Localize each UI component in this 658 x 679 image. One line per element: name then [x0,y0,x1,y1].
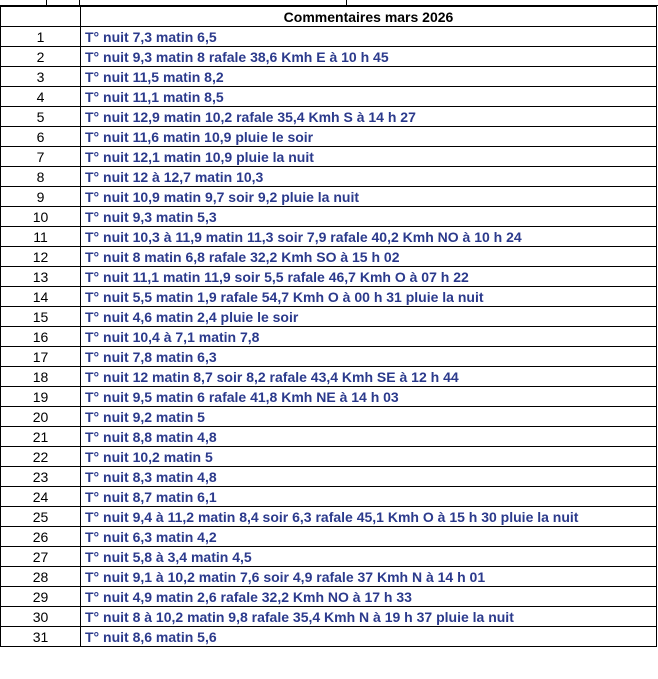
table-row [1,127,657,147]
day-number-cell[interactable]: 12 [1,247,81,267]
table-row [1,67,657,87]
comment-cell[interactable]: T° nuit 9,3 matin 5,3 [81,207,657,227]
day-number-cell[interactable]: 13 [1,267,81,287]
comment-cell[interactable]: T° nuit 12 matin 8,7 soir 8,2 rafale 43,4 Kmh SE à 12 h 44 [81,367,657,387]
comment-cell[interactable]: T° nuit 8 matin 6,8 rafale 32,2 Kmh SO à 15 h 02 [81,247,657,267]
comment-cell[interactable]: T° nuit 5,5 matin 1,9 rafale 54,7 Kmh O à 00 h 31 pluie la nuit [81,287,657,307]
table-row [1,87,657,107]
table-row [1,27,657,47]
day-number-cell[interactable]: 24 [1,487,81,507]
day-number-cell[interactable]: 9 [1,187,81,207]
table-row [1,387,657,407]
comment-cell[interactable]: T° nuit 9,1 à 10,2 matin 7,6 soir 4,9 rafale 37 Kmh N à 14 h 01 [81,567,657,587]
table-row [1,527,657,547]
table-row [1,547,657,567]
day-number-cell[interactable]: 16 [1,327,81,347]
comment-cell[interactable]: T° nuit 9,4 à 11,2 matin 8,4 soir 6,3 rafale 45,1 Kmh O à 15 h 30 pluie la nuit [81,507,657,527]
day-number-cell[interactable]: 31 [1,627,81,647]
comment-cell[interactable]: T° nuit 9,5 matin 6 rafale 41,8 Kmh NE à 14 h 03 [81,387,657,407]
comment-cell[interactable]: T° nuit 11,1 matin 11,9 soir 5,5 rafale 46,7 Kmh O à 07 h 22 [81,267,657,287]
header-row [1,7,657,27]
table-row [1,567,657,587]
table-row [1,287,657,307]
day-number-cell[interactable]: 29 [1,587,81,607]
comment-cell[interactable]: T° nuit 10,3 à 11,9 matin 11,3 soir 7,9 rafale 40,2 Kmh NO à 10 h 24 [81,227,657,247]
table-row [1,347,657,367]
day-number-cell[interactable]: 25 [1,507,81,527]
comments-table [0,6,657,647]
table-row [1,107,657,127]
comment-cell[interactable]: T° nuit 7,8 matin 6,3 [81,347,657,367]
day-number-cell[interactable]: 11 [1,227,81,247]
table-row [1,487,657,507]
comment-cell[interactable]: T° nuit 10,2 matin 5 [81,447,657,467]
table-row [1,507,657,527]
day-number-cell[interactable]: 17 [1,347,81,367]
table-row [1,587,657,607]
day-number-cell[interactable]: 22 [1,447,81,467]
comment-cell[interactable]: T° nuit 12,1 matin 10,9 pluie la nuit [81,147,657,167]
day-number-cell[interactable]: 4 [1,87,81,107]
day-number-cell[interactable]: 7 [1,147,81,167]
day-number-cell[interactable]: 19 [1,387,81,407]
table-row [1,427,657,447]
comment-cell[interactable]: T° nuit 12,9 matin 10,2 rafale 35,4 Kmh S à 14 h 27 [81,107,657,127]
comment-cell[interactable]: T° nuit 11,1 matin 8,5 [81,87,657,107]
comment-cell[interactable]: T° nuit 11,6 matin 10,9 pluie le soir [81,127,657,147]
table-row [1,627,657,647]
table-row [1,607,657,627]
comment-cell[interactable]: T° nuit 10,4 à 7,1 matin 7,8 [81,327,657,347]
table-row [1,207,657,227]
day-number-cell[interactable]: 23 [1,467,81,487]
table-row [1,147,657,167]
day-number-cell[interactable]: 2 [1,47,81,67]
day-number-cell[interactable]: 21 [1,427,81,447]
day-number-cell[interactable]: 26 [1,527,81,547]
table-row [1,267,657,287]
table-row [1,167,657,187]
comment-cell[interactable]: T° nuit 4,6 matin 2,4 pluie le soir [81,307,657,327]
comment-cell[interactable]: T° nuit 8,3 matin 4,8 [81,467,657,487]
comment-cell[interactable]: T° nuit 8,8 matin 4,8 [81,427,657,447]
day-number-cell[interactable]: 30 [1,607,81,627]
day-number-cell[interactable]: 1 [1,27,81,47]
day-number-cell[interactable]: 10 [1,207,81,227]
day-number-cell[interactable]: 5 [1,107,81,127]
day-number-cell[interactable]: 15 [1,307,81,327]
comment-cell[interactable]: T° nuit 9,3 matin 8 rafale 38,6 Kmh E à 10 h 45 [81,47,657,67]
comment-cell[interactable]: T° nuit 12 à 12,7 matin 10,3 [81,167,657,187]
comment-cell[interactable]: T° nuit 5,8 à 3,4 matin 4,5 [81,547,657,567]
comment-cell[interactable]: T° nuit 10,9 matin 9,7 soir 9,2 pluie la nuit [81,187,657,207]
day-number-cell[interactable]: 18 [1,367,81,387]
day-number-cell[interactable]: 27 [1,547,81,567]
table-row [1,307,657,327]
day-number-cell[interactable]: 20 [1,407,81,427]
comment-cell[interactable]: T° nuit 8,6 matin 5,6 [81,627,657,647]
comment-cell[interactable]: T° nuit 4,9 matin 2,6 rafale 32,2 Kmh NO à 17 h 33 [81,587,657,607]
comment-cell[interactable]: T° nuit 11,5 matin 8,2 [81,67,657,87]
day-number-cell[interactable]: 28 [1,567,81,587]
table-row [1,187,657,207]
comment-cell[interactable]: T° nuit 8 à 10,2 matin 9,8 rafale 35,4 Kmh N à 19 h 37 pluie la nuit [81,607,657,627]
day-number-cell[interactable]: 3 [1,67,81,87]
comment-cell[interactable]: T° nuit 6,3 matin 4,2 [81,527,657,547]
table-row [1,227,657,247]
table-title[interactable]: Commentaires mars 2026 [81,7,657,27]
table-row [1,327,657,347]
table-row [1,367,657,387]
table-row [1,247,657,267]
table-row [1,467,657,487]
day-number-cell[interactable]: 6 [1,127,81,147]
day-number-cell[interactable]: 14 [1,287,81,307]
table-row [1,47,657,67]
comment-cell[interactable]: T° nuit 9,2 matin 5 [81,407,657,427]
table-row [1,447,657,467]
day-number-cell[interactable]: 8 [1,167,81,187]
comment-cell[interactable]: T° nuit 8,7 matin 6,1 [81,487,657,507]
table-row [1,407,657,427]
header-num-cell[interactable] [1,7,81,27]
comment-cell[interactable]: T° nuit 7,3 matin 6,5 [81,27,657,47]
